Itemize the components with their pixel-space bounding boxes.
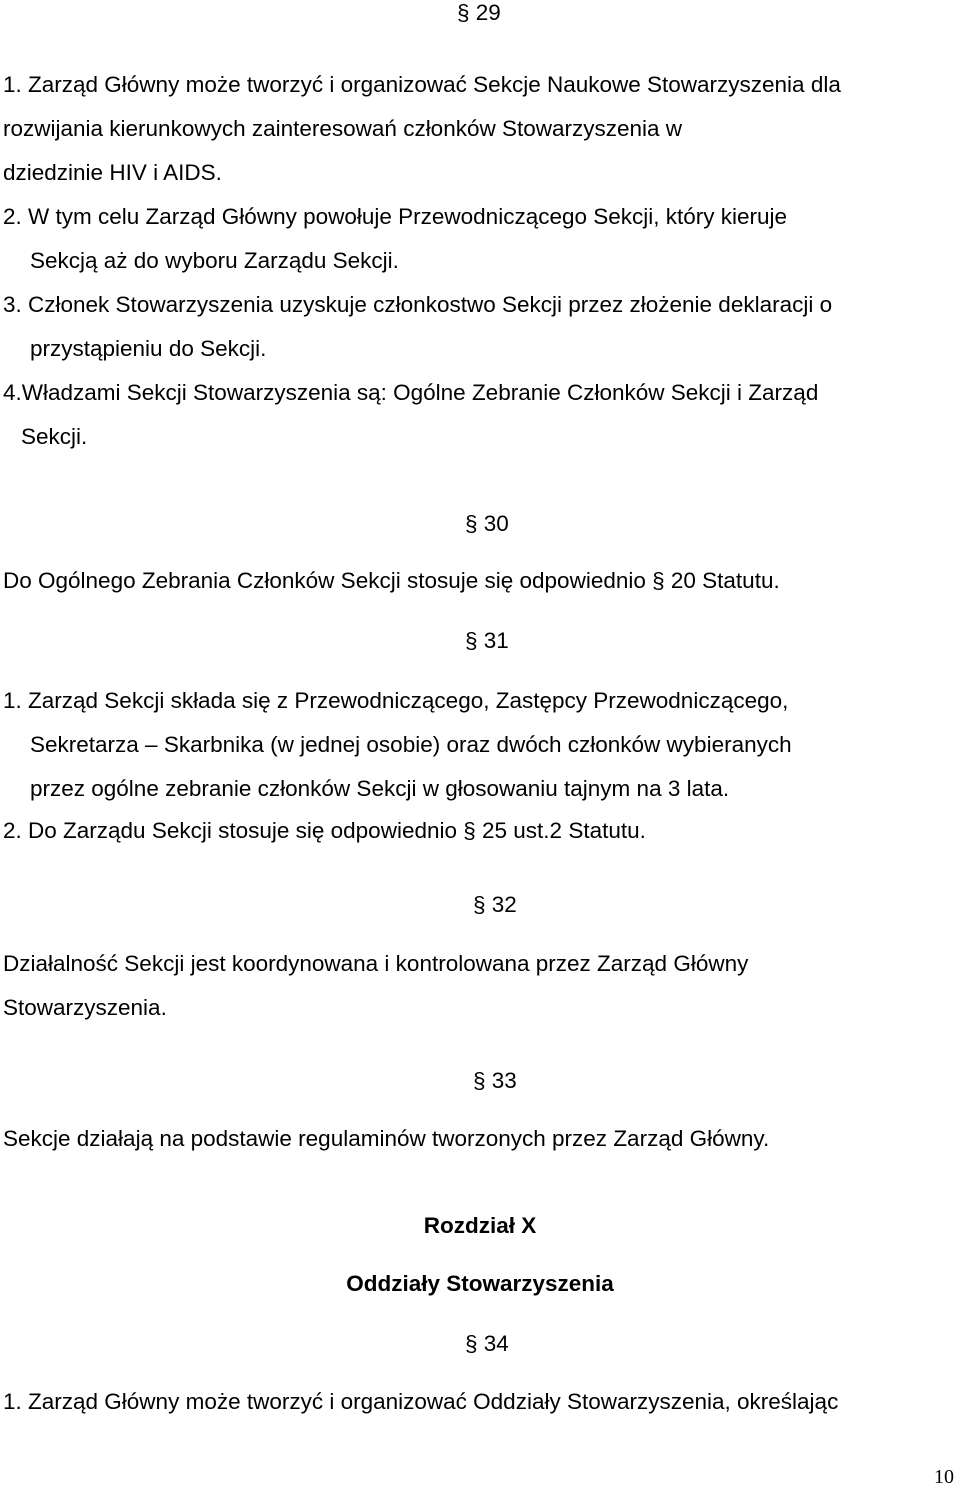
chapter-number: Rozdział X bbox=[423, 1213, 537, 1238]
s31-item1-line2: Sekretarza – Skarbnika (w jednej osobie) oraz dwóch członków wybieranych bbox=[30, 732, 792, 757]
section-32-line2: Stowarzyszenia. bbox=[3, 995, 167, 1020]
s29-item1-line1: 1. Zarząd Główny może tworzyć i organizować Sekcje Naukowe Stowarzyszenia dla bbox=[3, 72, 841, 97]
section-34-text: 1. Zarząd Główny może tworzyć i organizować Oddziały Stowarzyszenia, określając bbox=[3, 1389, 839, 1414]
section-marker-32: § 32 bbox=[473, 892, 517, 917]
s29-item1-line3: dziedzinie HIV i AIDS. bbox=[3, 160, 222, 185]
section-33-text: Sekcje działają na podstawie regulaminów tworzonych przez Zarząd Główny. bbox=[3, 1126, 770, 1151]
s29-item4-line1: 4.Władzami Sekcji Stowarzyszenia są: Ogólne Zebranie Członków Sekcji i Zarząd bbox=[3, 380, 819, 405]
section-32-line1: Działalność Sekcji jest koordynowana i kontrolowana przez Zarząd Główny bbox=[3, 951, 749, 976]
section-30-text: Do Ogólnego Zebrania Członków Sekcji stosuje się odpowiednio § 20 Statutu. bbox=[3, 568, 780, 593]
s29-item2-line2: Sekcją aż do wyboru Zarządu Sekcji. bbox=[30, 248, 399, 273]
s29-item3-line1: 3. Członek Stowarzyszenia uzyskuje członkostwo Sekcji przez złożenie deklaracji o bbox=[3, 292, 833, 317]
page-number: 10 bbox=[934, 1466, 954, 1488]
s31-item1-line3: przez ogólne zebranie członków Sekcji w głosowaniu tajnym na 3 lata. bbox=[30, 776, 730, 801]
s29-item4-line2: Sekcji. bbox=[21, 424, 88, 449]
s31-item1-line1: 1. Zarząd Sekcji składa się z Przewodniczącego, Zastępcy Przewodniczącego, bbox=[3, 688, 789, 713]
section-marker-31: § 31 bbox=[465, 628, 509, 653]
s29-item3-line2: przystąpieniu do Sekcji. bbox=[30, 336, 267, 361]
section-marker-34: § 34 bbox=[465, 1331, 509, 1356]
s29-item1-line2: rozwijania kierunkowych zainteresowań członków Stowarzyszenia w bbox=[3, 116, 683, 141]
s31-item2: 2. Do Zarządu Sekcji stosuje się odpowiednio § 25 ust.2 Statutu. bbox=[3, 818, 646, 843]
section-marker-30: § 30 bbox=[465, 511, 509, 536]
section-marker-29: § 29 bbox=[457, 0, 501, 25]
s29-item2-line1: 2. W tym celu Zarząd Główny powołuje Przewodniczącego Sekcji, który kieruje bbox=[3, 204, 788, 229]
chapter-title: Oddziały Stowarzyszenia bbox=[346, 1271, 614, 1296]
section-marker-33: § 33 bbox=[473, 1068, 517, 1093]
